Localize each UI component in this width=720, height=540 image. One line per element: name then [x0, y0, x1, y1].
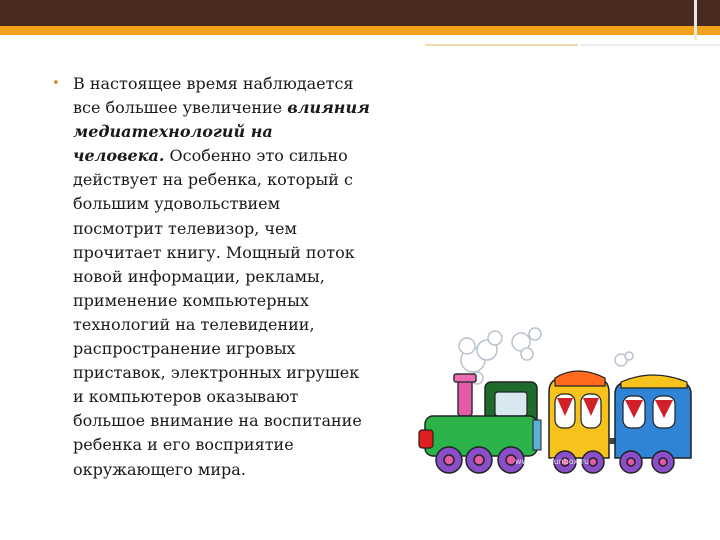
text-run: новой информации, рекламы, — [73, 266, 325, 286]
text-run: действует на ребенка, который с — [73, 170, 353, 190]
text-run: большим удовольствием — [73, 194, 281, 214]
header-rule-right — [580, 44, 720, 46]
slide-paragraph — [73, 72, 403, 482]
text-line — [73, 217, 403, 241]
header-rule-left — [425, 44, 578, 46]
watermark-text: www.wmfunbox.ru — [515, 457, 590, 466]
text-line — [73, 361, 403, 385]
wagon-yellow-icon — [549, 371, 617, 458]
text-run: посмотрит телевизор, чем — [73, 218, 297, 238]
header-bar — [0, 0, 720, 26]
text-run: технологий на телевидении, — [73, 314, 315, 334]
emphasis-text: медиатехнологий на — [73, 122, 273, 142]
wagon-blue-icon — [615, 375, 691, 458]
bullet-icon: • — [52, 76, 60, 91]
text-line — [73, 120, 403, 144]
text-run: ребенка и его восприятие — [73, 435, 294, 455]
text-run: Особенно это сильно — [164, 146, 348, 166]
text-line — [73, 241, 403, 265]
text-run: применение компьютерных — [73, 290, 309, 310]
text-run: и компьютеров оказывают — [73, 387, 299, 407]
text-line — [73, 72, 403, 96]
header-accent-stripe — [0, 26, 720, 35]
text-line — [73, 313, 403, 337]
text-line — [73, 144, 403, 168]
text-line — [73, 385, 403, 409]
text-run: прочитает книгу. Мощный поток — [73, 242, 355, 262]
text-run: распространение игровых — [73, 339, 296, 359]
text-run: В настоящее время наблюдается — [73, 74, 354, 93]
text-line — [73, 433, 403, 457]
text-line — [73, 337, 403, 361]
text-run: приставок, электронных игрушек — [73, 363, 360, 383]
header-divider — [694, 0, 697, 40]
text-line — [73, 458, 403, 482]
text-run: все большее увеличение — [73, 98, 288, 118]
text-line — [73, 192, 403, 216]
emphasis-text: влияния — [287, 98, 370, 118]
text-line — [73, 289, 403, 313]
text-line — [73, 265, 403, 289]
text-line — [73, 168, 403, 192]
locomotive-icon — [419, 374, 541, 456]
text-run: большое внимание на воспитание — [73, 411, 362, 431]
text-run: окружающего мира. — [73, 459, 246, 479]
text-line — [73, 409, 403, 433]
text-line — [73, 96, 403, 120]
emphasis-text: человека. — [73, 146, 165, 166]
smoke-icon — [459, 328, 633, 384]
toy-train-illustration — [415, 320, 715, 490]
